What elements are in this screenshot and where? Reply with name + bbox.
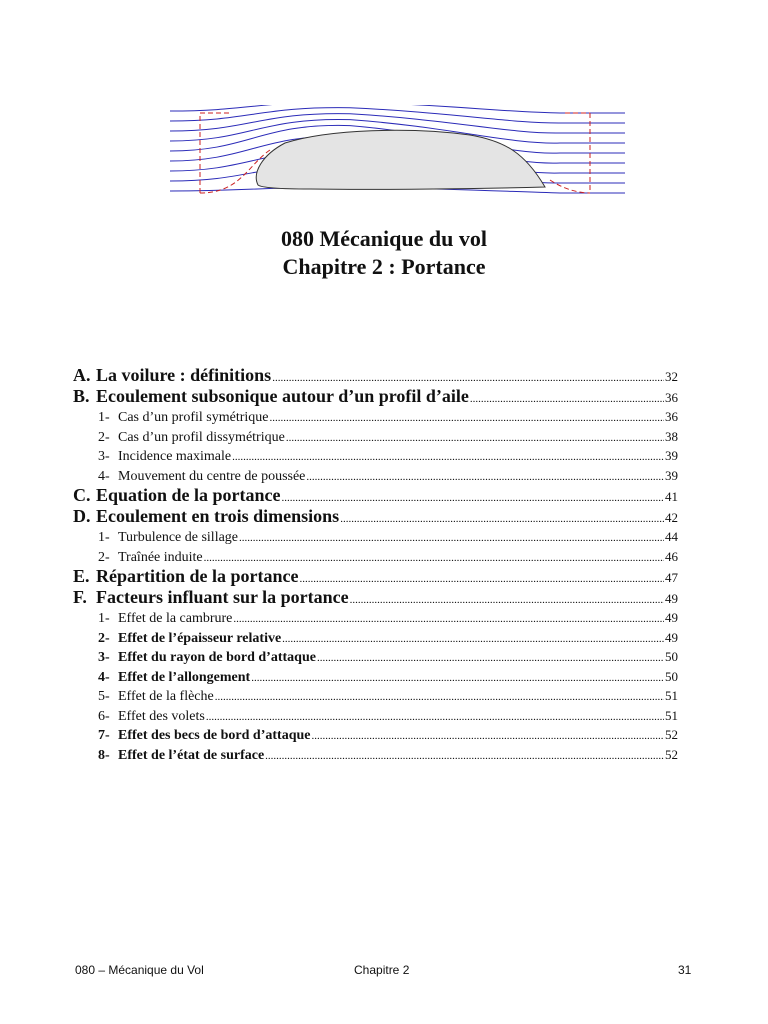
toc-dot-leader xyxy=(265,747,664,767)
toc-entry-label: Traînée induite xyxy=(118,549,203,565)
toc-entry[interactable] xyxy=(73,706,678,726)
toc-entry-page: 36 xyxy=(665,390,678,405)
toc-entry-page: 47 xyxy=(665,570,678,585)
airfoil-streamlines-svg xyxy=(170,105,625,205)
toc-entry-label: Ecoulement subsonique autour d’un profil d’aile xyxy=(96,386,469,406)
toc-entry[interactable] xyxy=(73,365,678,386)
toc-entry-label: Effet des volets xyxy=(118,708,205,724)
toc-entry-label: Ecoulement en trois dimensions xyxy=(96,506,340,526)
toc-entry[interactable] xyxy=(73,745,678,765)
toc-dot-leader xyxy=(233,610,664,630)
toc-entry-mark: 8- xyxy=(98,747,110,763)
toc-entry-mark: 5- xyxy=(98,689,110,704)
toc-entry[interactable] xyxy=(73,407,678,427)
toc-entry-mark: C. xyxy=(73,485,91,505)
footer-course-title: 080 – Mécanique du Vol xyxy=(75,963,204,977)
toc-entry-page: 46 xyxy=(665,548,678,564)
streamline xyxy=(170,108,625,123)
table-of-contents xyxy=(73,365,678,764)
toc-dot-leader xyxy=(251,669,664,689)
toc-entry-label: Cas d’un profil dissymétrique xyxy=(118,429,285,445)
toc-dot-leader xyxy=(282,630,664,650)
toc-entry-mark: 2- xyxy=(98,429,110,445)
toc-entry-mark: 2- xyxy=(98,630,110,646)
airfoil-streamlines-figure xyxy=(170,105,625,205)
toc-dot-leader xyxy=(232,448,664,468)
toc-dot-leader xyxy=(312,727,665,747)
toc-entry[interactable] xyxy=(73,547,678,567)
toc-entry-mark: 6- xyxy=(98,708,110,724)
toc-entry-label: Facteurs influant sur la portance xyxy=(96,587,349,607)
toc-entry-mark: 3- xyxy=(98,650,110,665)
toc-entry-label: Effet de la cambrure xyxy=(118,611,233,626)
toc-entry-page: 32 xyxy=(665,369,678,384)
toc-entry-mark: 1- xyxy=(98,611,110,626)
toc-dot-leader xyxy=(340,509,664,530)
toc-entry-page: 39 xyxy=(665,448,678,463)
toc-entry[interactable] xyxy=(73,446,678,466)
toc-entry[interactable] xyxy=(73,485,678,506)
page-title: 080 Mécanique du vol xyxy=(281,226,487,251)
toc-dot-leader xyxy=(286,429,664,449)
toc-dot-leader xyxy=(306,468,664,488)
toc-entry-mark: 4- xyxy=(98,468,110,484)
footer-chapter: Chapitre 2 xyxy=(354,963,410,977)
toc-entry-label: Incidence maximale xyxy=(118,449,232,464)
toc-entry-page: 49 xyxy=(665,591,678,606)
toc-entry-mark: 4- xyxy=(98,669,110,685)
toc-entry-label: Effet de la flèche xyxy=(118,689,214,704)
toc-entry-mark: B. xyxy=(73,386,90,406)
toc-entry-page: 44 xyxy=(665,529,678,544)
toc-entry[interactable] xyxy=(73,527,678,547)
toc-entry-page: 50 xyxy=(665,668,678,684)
toc-entry-label: La voilure : définitions xyxy=(96,365,272,385)
toc-entry-label: Turbulence de sillage xyxy=(118,530,239,545)
toc-entry[interactable] xyxy=(73,427,678,447)
toc-entry[interactable] xyxy=(73,628,678,648)
toc-entry[interactable] xyxy=(73,686,678,706)
footer-page-number: 31 xyxy=(678,963,692,977)
toc-entry-mark: A. xyxy=(73,365,91,385)
toc-entry-mark: 1- xyxy=(98,530,110,545)
toc-entry[interactable] xyxy=(73,587,678,608)
chapter-title: Chapitre 2 : Portance xyxy=(282,254,486,279)
toc-entry-page: 39 xyxy=(665,467,678,483)
toc-entry-mark: E. xyxy=(73,566,90,586)
toc-dot-leader xyxy=(206,708,664,728)
toc-entry[interactable] xyxy=(73,466,678,486)
toc-entry-label: Effet de l’état de surface xyxy=(118,747,265,763)
toc-entry-page: 50 xyxy=(665,649,678,664)
toc-entry-page: 42 xyxy=(665,510,678,525)
toc-entry[interactable] xyxy=(73,386,678,407)
toc-dot-leader xyxy=(350,590,664,611)
toc-dot-leader xyxy=(269,409,664,429)
toc-dot-leader xyxy=(215,688,664,708)
toc-entry-page: 52 xyxy=(665,746,678,762)
toc-entry-label: Répartition de la portance xyxy=(96,566,299,586)
toc-entry-label: Equation de la portance xyxy=(96,485,281,505)
toc-entry-label: Effet de l’épaisseur relative xyxy=(118,630,282,646)
toc-entry-mark: F. xyxy=(73,587,87,607)
toc-entry-page: 36 xyxy=(665,409,678,424)
toc-dot-leader xyxy=(239,529,664,549)
toc-entry-page: 51 xyxy=(665,707,678,723)
toc-entry-mark: D. xyxy=(73,506,91,526)
toc-dot-leader xyxy=(470,389,664,410)
toc-entry-mark: 7- xyxy=(98,728,110,743)
toc-entry[interactable] xyxy=(73,647,678,667)
toc-entry-mark: 2- xyxy=(98,549,110,565)
toc-dot-leader xyxy=(317,649,664,669)
toc-entry-label: Cas d’un profil symétrique xyxy=(118,410,269,425)
toc-entry-label: Effet de l’allongement xyxy=(118,669,251,685)
toc-entry-page: 49 xyxy=(665,629,678,645)
toc-dot-leader xyxy=(299,569,664,590)
toc-entry-page: 51 xyxy=(665,688,678,703)
toc-entry-page: 52 xyxy=(665,727,678,742)
toc-entry-page: 41 xyxy=(665,489,678,504)
toc-entry-label: Effet des becs de bord d’attaque xyxy=(118,728,311,743)
toc-entry[interactable] xyxy=(73,506,678,527)
toc-entry[interactable] xyxy=(73,667,678,687)
streamline xyxy=(170,105,625,113)
toc-entry-label: Mouvement du centre de poussée xyxy=(118,468,306,484)
toc-entry-page: 38 xyxy=(665,428,678,444)
toc-entry[interactable] xyxy=(73,608,678,628)
toc-entry-page: 49 xyxy=(665,610,678,625)
airfoil-shape xyxy=(256,130,545,189)
toc-entry-mark: 3- xyxy=(98,449,110,464)
toc-entry[interactable] xyxy=(73,566,678,587)
toc-entry[interactable] xyxy=(73,725,678,745)
toc-entry-mark: 1- xyxy=(98,410,110,425)
toc-entry-label: Effet du rayon de bord d’attaque xyxy=(118,650,316,665)
